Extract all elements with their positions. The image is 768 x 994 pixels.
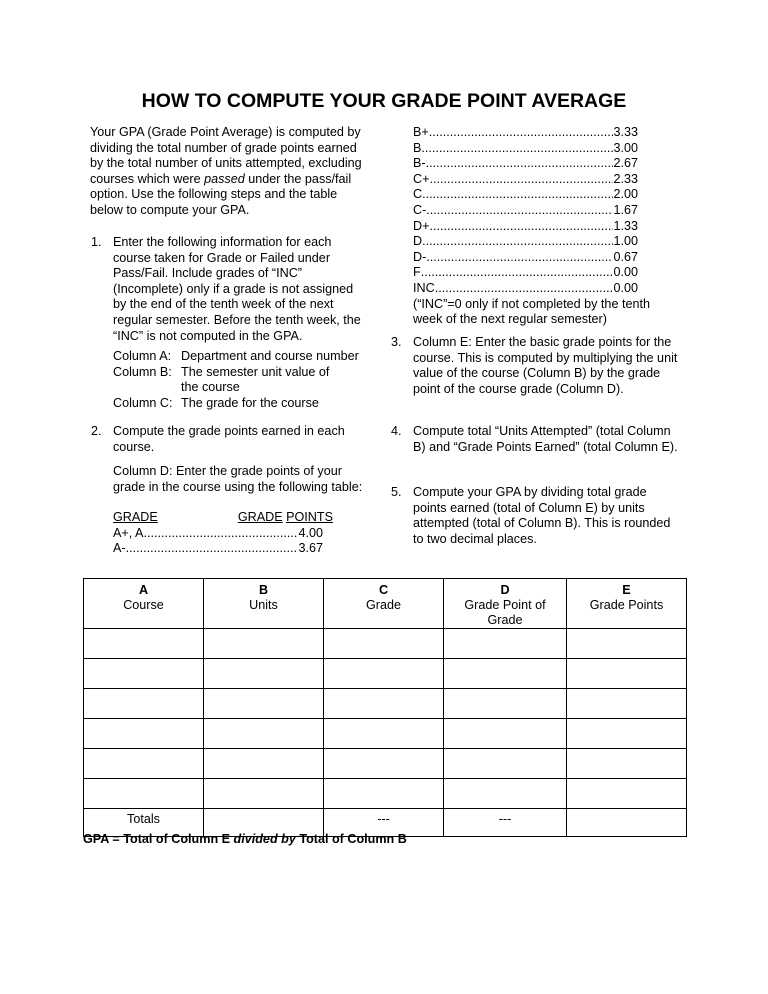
cell-course[interactable] — [84, 629, 204, 659]
step-text: Enter the following information for each course taken for Grade or Failed under Pass/Fail. Include grades of “INC” (Incomplete) only if a grade is not assigned by the end of the tenth week of the next regular semester. Before the tenth week, the “INC” is not computed in the GPA. — [113, 235, 361, 343]
cell-grade-point[interactable] — [444, 689, 567, 719]
cell-units[interactable] — [204, 719, 324, 749]
cell-grade-points[interactable] — [567, 659, 687, 689]
cell-grade-point[interactable] — [444, 719, 567, 749]
cell-course[interactable] — [84, 719, 204, 749]
table-row — [84, 659, 687, 689]
column-d-instructions: Column D: Enter the grade points of your grade in the course using the following table: — [113, 464, 363, 494]
cell-units[interactable] — [204, 749, 324, 779]
grade-row: D- ..... 0.67 — [413, 250, 638, 266]
table-row — [84, 779, 687, 809]
inc-note: (“INC”=0 only if not completed by the tenth week of the next regular semester) — [413, 296, 650, 327]
grade-row: C ..... 2.00 — [413, 187, 638, 203]
cell-grade[interactable] — [324, 719, 444, 749]
cell-grade[interactable] — [324, 689, 444, 719]
grade-row: INC ..... 0.00 — [413, 281, 638, 297]
column-def-b: Column B: The semester unit value of the course — [113, 364, 330, 395]
cell-grade-points[interactable] — [567, 719, 687, 749]
cell-grade-point[interactable] — [444, 749, 567, 779]
grade-row: F ..... 0.00 — [413, 265, 638, 281]
column-def-a: Column A: Department and course number — [113, 349, 359, 363]
cell-grade-point[interactable] — [444, 659, 567, 689]
intro-paragraph — [90, 125, 365, 219]
step-number: 1. — [91, 235, 102, 249]
cell-units[interactable] — [204, 659, 324, 689]
column-header-c: C Grade — [324, 579, 444, 629]
grade-row: C- ..... 1.67 — [413, 203, 638, 219]
table-row — [84, 719, 687, 749]
cell-course[interactable] — [84, 689, 204, 719]
cell-grade-point[interactable] — [444, 629, 567, 659]
grade-row: B+ ..... 3.33 — [413, 125, 638, 141]
step-text: Compute your GPA by dividing total grade points earned (total of Column E) by units attempted (total of Column B). This is rounded to two decimal places. — [413, 485, 671, 546]
step-number: 2. — [91, 424, 102, 438]
cell-grade[interactable] — [324, 749, 444, 779]
column-header-e: E Grade Points — [567, 579, 687, 629]
intro-italic: passed — [204, 171, 245, 186]
totals-grade-points[interactable] — [567, 809, 687, 837]
cell-course[interactable] — [84, 749, 204, 779]
grade-row: A- ..... 3.67 — [113, 541, 323, 557]
grade-table-header: GRADE GRADE POINTS — [113, 510, 333, 524]
cell-grade[interactable] — [324, 659, 444, 689]
gpa-formula: GPA = Total of Column E divided by Total of Column B — [83, 832, 407, 846]
step-text: Compute the grade points earned in each course. — [113, 424, 345, 454]
column-header-d: D Grade Point of Grade — [444, 579, 567, 629]
column-header-a: A Course — [84, 579, 204, 629]
cell-grade[interactable] — [324, 779, 444, 809]
grade-row: B- ..... 2.67 — [413, 156, 638, 172]
cell-grade-point[interactable] — [444, 779, 567, 809]
cell-course[interactable] — [84, 779, 204, 809]
totals-grade: --- — [324, 809, 444, 837]
grade-row: D+ ..... 1.33 — [413, 219, 638, 235]
grade-row: D ..... 1.00 — [413, 234, 638, 250]
page-title: HOW TO COMPUTE YOUR GRADE POINT AVERAGE — [141, 90, 627, 112]
cell-units[interactable] — [204, 629, 324, 659]
grade-row: B ..... 3.00 — [413, 141, 638, 157]
cell-grade[interactable] — [324, 629, 444, 659]
step-text: Column E: Enter the basic grade points for the course. This is computed by multiplying the unit value of the course (Column B) by the grade point of the course grade (Column D). — [413, 335, 678, 396]
cell-grade-points[interactable] — [567, 749, 687, 779]
cell-grade-points[interactable] — [567, 629, 687, 659]
gpa-worksheet-table — [83, 578, 687, 837]
cell-units[interactable] — [204, 779, 324, 809]
totals-label: Totals — [84, 809, 204, 837]
grade-table-left — [113, 510, 358, 557]
column-definitions — [113, 349, 373, 411]
column-def-c: Column C: The grade for the course — [113, 395, 319, 410]
intro-text-end: under the pass/fail option. Use the following steps and the table below to compute your GPA. — [90, 171, 352, 217]
step-text: Compute total “Units Attempted” (total Column B) and “Grade Points Earned” (total Column E). — [413, 424, 678, 454]
step-number: 4. — [391, 424, 402, 438]
table-row — [84, 689, 687, 719]
intro-text: Your GPA (Grade Point Average) is computed by dividing the total number of grade points earned by the total number of units attempted, excluding courses which were — [90, 125, 362, 186]
cell-grade-points[interactable] — [567, 689, 687, 719]
table-row — [84, 629, 687, 659]
cell-units[interactable] — [204, 689, 324, 719]
totals-grade-point: --- — [444, 809, 567, 837]
step-number: 5. — [391, 485, 402, 499]
grade-table-right — [413, 125, 673, 328]
column-header-b: B Units — [204, 579, 324, 629]
grade-row: A+, A ..... 4.00 — [113, 526, 323, 542]
cell-course[interactable] — [84, 659, 204, 689]
table-header-row — [84, 579, 687, 629]
step-number: 3. — [391, 335, 402, 349]
table-row — [84, 749, 687, 779]
cell-grade-points[interactable] — [567, 779, 687, 809]
grade-row: C+ ..... 2.33 — [413, 172, 638, 188]
